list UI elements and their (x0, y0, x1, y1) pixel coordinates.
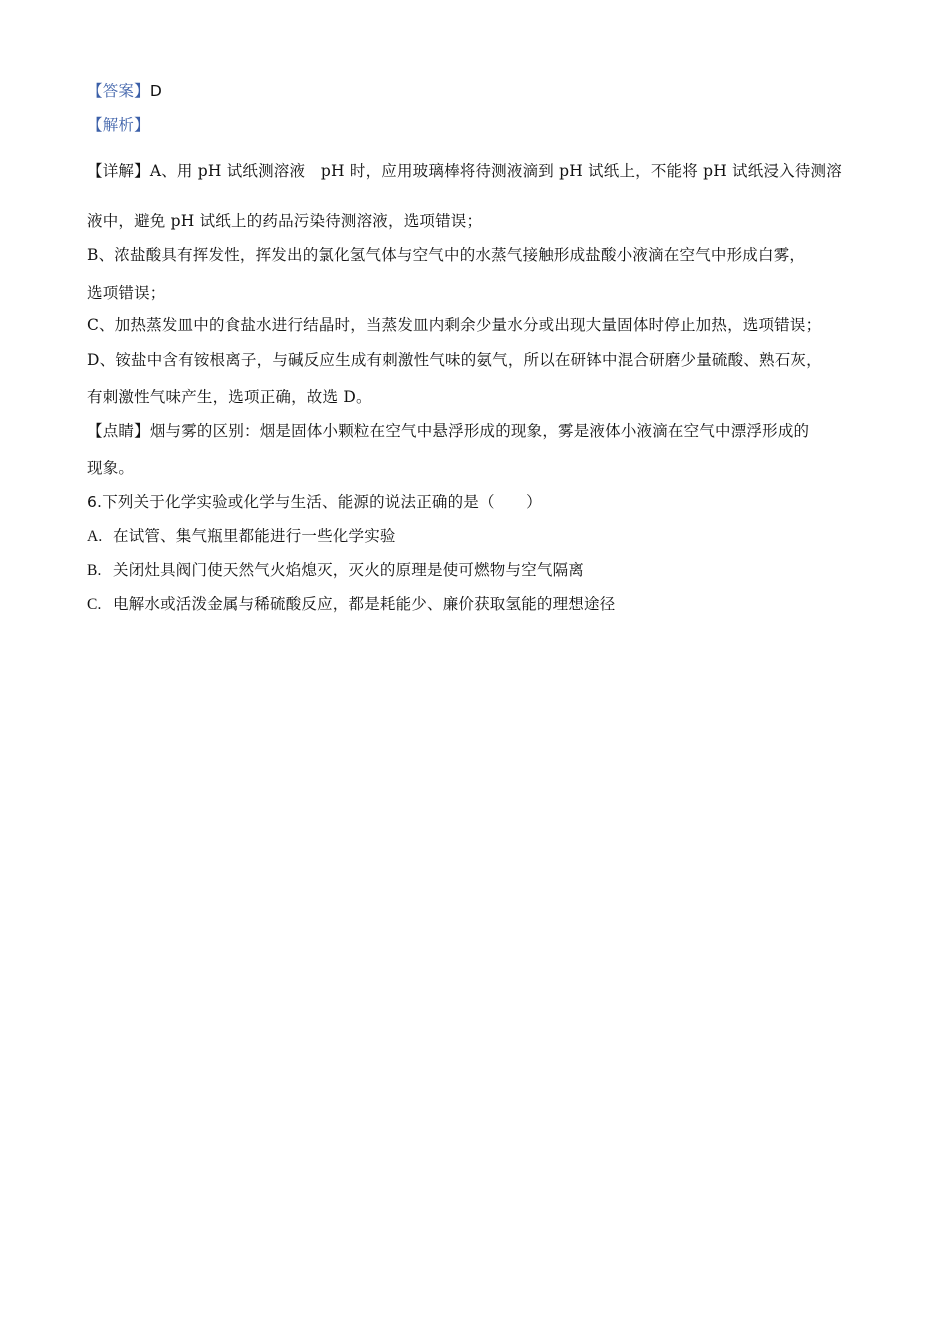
detail-text: 选项错误； (87, 284, 166, 302)
option-text: 电解水或活泼金属与稀硫酸反应，都是耗能少、廉价获取氢能的理想途径 (113, 595, 616, 613)
answer-value: D (149, 82, 162, 100)
detail-text: A、用 pH 试纸测溶液 pH 时，应用玻璃棒将待测液滴到 pH 试纸上，不能将 pH 试纸浸入待测溶 (149, 162, 842, 180)
option-letter: B. (87, 562, 102, 579)
detail-text: C、加热蒸发皿中的食盐水进行结晶时，当蒸发皿内剩余少量水分或出现大量固体时停止加热，选项错误； (87, 316, 822, 334)
option-letter: C. (87, 596, 102, 613)
detail-text: 液中，避免 pH 试纸上的药品污染待测溶液，选项错误； (87, 212, 483, 230)
detail-line-2 (87, 211, 877, 231)
question-option-a (87, 526, 877, 547)
question-text: 下列关于化学实验或化学与生活、能源的说法正确的是（ ） (102, 493, 542, 511)
comment-line-1 (87, 421, 877, 441)
comment-text: 现象。 (87, 459, 135, 477)
detail-text: 有刺激性气味产生，选项正确，故选 D。 (87, 388, 372, 406)
detail-tag: 【详解】 (87, 162, 150, 180)
option-text: 在试管、集气瓶里都能进行一些化学实验 (113, 527, 396, 545)
comment-tag: 【点睛】 (87, 422, 150, 440)
detail-line-7 (87, 387, 877, 407)
comment-line-2 (87, 458, 877, 478)
detail-line-3 (87, 245, 877, 265)
detail-text: B、浓盐酸具有挥发性，挥发出的氯化氢气体与空气中的水蒸气接触形成盐酸小液滴在空气中形成白雾， (87, 246, 806, 264)
answer-line (87, 81, 877, 101)
question-number: 6. (87, 493, 103, 511)
detail-line-5 (87, 315, 877, 335)
answer-tag: 【答案】 (87, 82, 150, 100)
question-option-b (87, 560, 877, 581)
question-option-c (87, 594, 877, 615)
analysis-tag: 【解析】 (87, 116, 150, 134)
option-letter: A. (87, 528, 103, 545)
detail-text: D、铵盐中含有铵根离子，与碱反应生成有刺激性气味的氨气，所以在研钵中混合研磨少量硫酸、熟石灰， (87, 351, 822, 369)
option-text: 关闭灶具阀门使天然气火焰熄灭，灭火的原理是使可燃物与空气隔离 (113, 561, 585, 579)
detail-line-1 (87, 161, 877, 181)
detail-line-4 (87, 283, 877, 303)
question-stem (87, 492, 877, 512)
detail-line-6 (87, 350, 877, 370)
analysis-line (87, 115, 877, 135)
comment-text: 烟与雾的区别：烟是固体小颗粒在空气中悬浮形成的现象，雾是液体小液滴在空气中漂浮形成的 (149, 422, 810, 440)
